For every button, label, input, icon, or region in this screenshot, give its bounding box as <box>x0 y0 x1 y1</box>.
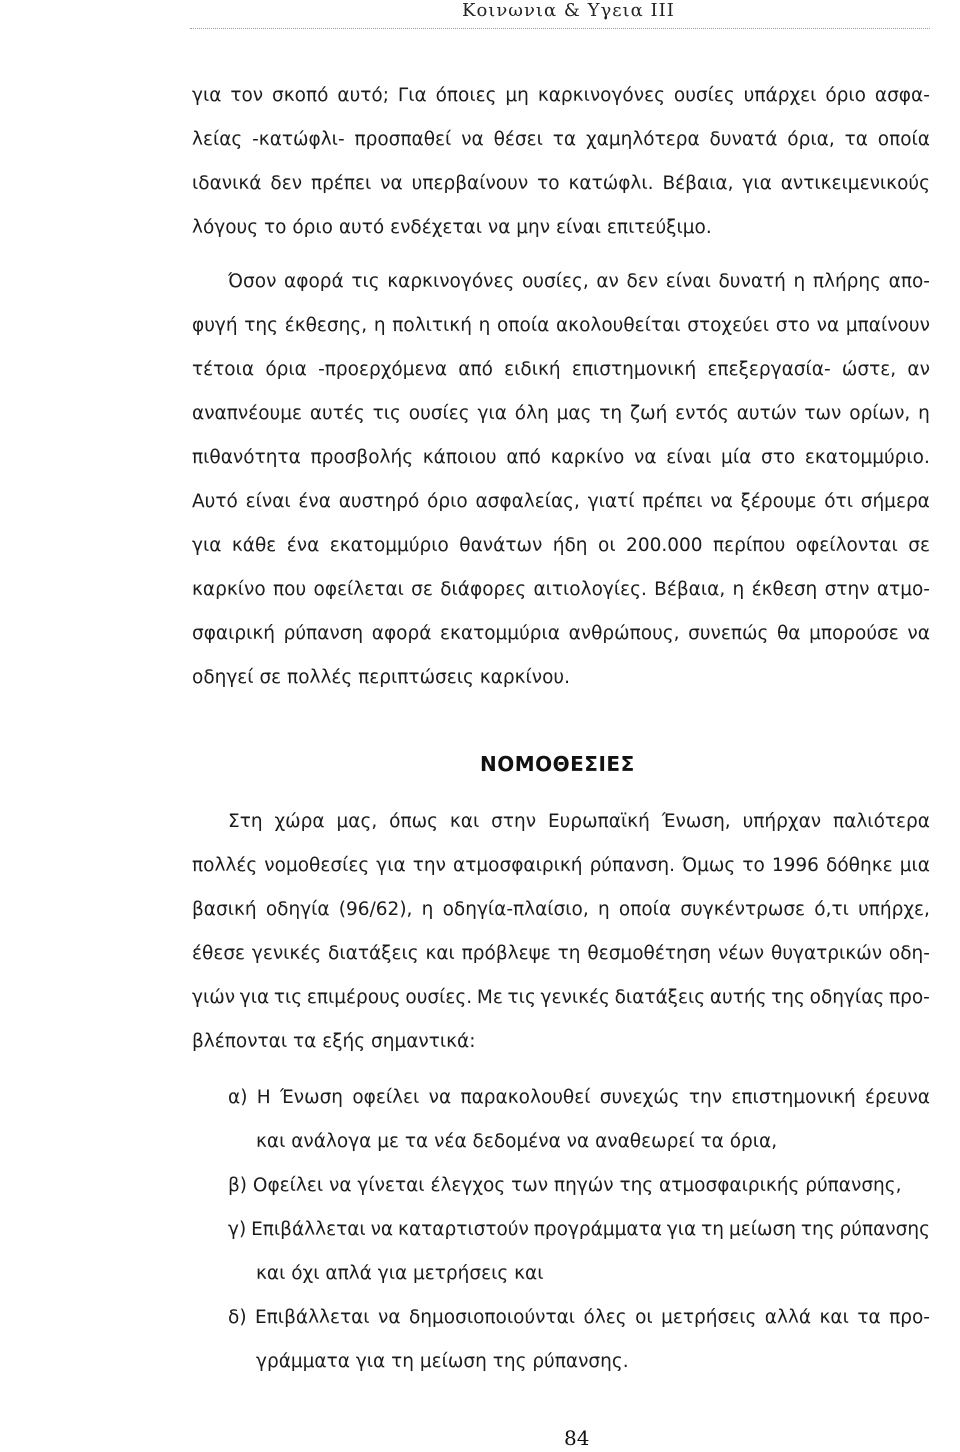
word: όριο <box>825 85 866 106</box>
word: α) <box>228 1087 248 1108</box>
word: μία <box>721 447 752 468</box>
word: απο- <box>888 271 930 292</box>
word: Στη <box>228 811 263 832</box>
word: να <box>428 1087 452 1108</box>
word: δεν <box>626 271 659 292</box>
word: Επιβάλλεται <box>254 1307 370 1328</box>
word: Όσον <box>228 271 277 292</box>
word: πολιτική <box>392 315 472 336</box>
word: τα <box>857 1307 881 1328</box>
word: η <box>918 403 930 424</box>
word: ξέρουμε <box>740 491 817 512</box>
word: Βέβαια, <box>662 173 734 194</box>
paragraph-2-line-5 <box>192 446 930 470</box>
word: πολλές <box>192 855 258 876</box>
paragraph-3-line-4 <box>192 942 930 966</box>
word: παλιότερα <box>833 811 930 832</box>
word: ένα <box>286 535 320 556</box>
word: μη <box>505 85 529 106</box>
word: ένα <box>298 491 331 512</box>
word: έρευνα <box>865 1087 930 1108</box>
paragraph-3-line-6: βλέπονται τα εξής σημαντικά: <box>192 1031 476 1052</box>
word: αν <box>596 271 619 292</box>
paragraph-1-line-3 <box>192 172 930 196</box>
word: 1996 <box>771 855 819 876</box>
paragraph-2-line-1 <box>228 270 930 294</box>
word: ιδανικά <box>192 173 262 194</box>
word: χώρα <box>274 811 325 832</box>
word: στο <box>760 447 796 468</box>
word: παρακολουθεί <box>460 1087 591 1108</box>
word: ανθρώπους, <box>568 623 680 644</box>
word: για <box>666 1219 697 1240</box>
paragraph-3-line-2 <box>192 854 930 878</box>
word: τις <box>507 987 536 1008</box>
word: οφείλεται <box>313 579 404 600</box>
word: συνεπώς <box>688 623 769 644</box>
word: τα <box>552 129 577 150</box>
word: υπήρχαν <box>742 811 822 832</box>
word: πλήρης <box>812 271 882 292</box>
word: ουσίες. <box>405 987 473 1008</box>
word: μια <box>899 855 930 876</box>
word: στοχεύει <box>687 315 770 336</box>
word: ασφαλείας, <box>475 491 580 512</box>
word: γενικές <box>540 987 610 1008</box>
word: όλες <box>583 1307 627 1328</box>
word: έκθεσης, <box>284 315 368 336</box>
word: να <box>461 129 484 150</box>
word: μετρήσεις <box>661 1307 757 1328</box>
word: γενικές <box>251 943 322 964</box>
word: αυστηρό <box>338 491 420 512</box>
section-heading: ΝΟΜΟΘΕΣΙΕΣ <box>480 752 635 776</box>
paragraph-2-line-2 <box>192 314 930 338</box>
word: συγκέντρωσε <box>680 899 806 920</box>
word: επεξεργασία- <box>707 359 831 380</box>
word: είναι <box>245 491 291 512</box>
paragraph-2-line-6 <box>192 490 930 514</box>
word: της <box>771 987 805 1008</box>
word: κάποιου <box>422 447 497 468</box>
word: το <box>742 855 765 876</box>
word: σε <box>908 535 930 556</box>
word: της <box>244 315 279 336</box>
word: όρια <box>265 359 307 380</box>
word: 200.000 <box>626 535 703 556</box>
word: η <box>732 579 745 600</box>
word: πρέπει <box>310 173 372 194</box>
word: να <box>370 1219 394 1240</box>
word: αφορά <box>371 623 432 644</box>
word: ουσίες <box>673 85 735 106</box>
word: έθεσε <box>192 943 246 964</box>
word: διάφορες <box>440 579 527 600</box>
word: σε <box>411 579 433 600</box>
word: την <box>412 855 446 876</box>
list-item-a-line-2: και ανάλογα με τα νέα δεδομένα να αναθεωρεί τα όρια, <box>256 1131 778 1152</box>
word: υπήρχε, <box>858 899 930 920</box>
word: Ευρωπαϊκή <box>547 811 650 832</box>
word: Βέβαια, <box>654 579 726 600</box>
word: ζωή <box>630 403 668 424</box>
paragraph-2-line-7 <box>192 534 930 558</box>
word: αιτιολογίες. <box>533 579 647 600</box>
word: μας, <box>336 811 378 832</box>
word: εκατομμύριο. <box>804 447 930 468</box>
word: οδη- <box>888 943 930 964</box>
word: γιατί <box>587 491 635 512</box>
paragraph-3-line-1 <box>228 810 930 834</box>
word: για <box>192 85 222 106</box>
word: η <box>793 271 806 292</box>
running-head: Κοινωνια & Υγεια ΙΙΙ <box>462 0 675 21</box>
word: όποιες <box>435 85 497 106</box>
word: σκοπό <box>272 85 329 106</box>
word: τη <box>557 943 581 964</box>
word: αφορά <box>284 271 344 292</box>
word: που <box>273 579 307 600</box>
word: να <box>380 173 403 194</box>
paragraph-1-line-2 <box>192 128 930 152</box>
word: θα <box>776 623 801 644</box>
list-item-d-line-1 <box>228 1306 930 1330</box>
word: η <box>373 315 386 336</box>
word: αυτές <box>309 403 365 424</box>
word: σφαιρική <box>192 623 276 644</box>
word: μπαίνουν <box>845 315 930 336</box>
word: ορίων, <box>849 403 911 424</box>
word: Αυτό <box>192 491 238 512</box>
word: ατμο- <box>876 579 930 600</box>
word: έκθεση <box>751 579 818 600</box>
paragraph-2-line-10: οδηγεί σε πολλές περιπτώσεις καρκίνου. <box>192 667 571 688</box>
word: όπως <box>389 811 438 832</box>
word: πρέπει <box>642 491 703 512</box>
word: για <box>192 535 222 556</box>
word: στο <box>775 315 810 336</box>
word: η <box>597 899 610 920</box>
word: οποία <box>497 315 550 336</box>
word: ουσίες <box>408 403 470 424</box>
word: -κατώφλι- <box>252 129 345 150</box>
page-number: 84 <box>564 1426 590 1450</box>
word: οποία <box>877 129 930 150</box>
word: αυτών <box>736 403 797 424</box>
word: ώστε, <box>841 359 897 380</box>
word: ρύπανση. <box>589 855 676 876</box>
word: επιστημονική <box>571 359 697 380</box>
word: διατάξεις <box>328 943 419 964</box>
word: ρύπανση <box>283 623 364 644</box>
list-item-b: β) Οφείλει να γίνεται έλεγχος των πηγών της ατμοσφαιρικής ρύπανσης, <box>228 1175 902 1196</box>
word: διατάξεις <box>614 987 706 1008</box>
word: Η <box>256 1087 271 1108</box>
paragraph-2-line-8 <box>192 578 930 602</box>
word: ακολουθείται <box>555 315 681 336</box>
word: είναι <box>665 271 711 292</box>
paragraph-3-line-5 <box>192 986 930 1010</box>
word: δ) <box>228 1307 247 1328</box>
word: οι <box>598 535 616 556</box>
word: αναπνέουμε <box>192 403 302 424</box>
word: της <box>800 1219 835 1240</box>
word: οφείλει <box>352 1087 420 1108</box>
paragraph-2-line-9 <box>192 622 930 646</box>
word: συνεχώς <box>599 1087 680 1108</box>
word: να <box>634 447 657 468</box>
word: ασφα- <box>874 85 930 106</box>
word: ρύπανσης <box>839 1219 930 1240</box>
word: ό,τι <box>814 899 849 920</box>
word: προσπαθεί <box>354 129 452 150</box>
word: -προερχόμενα <box>318 359 448 380</box>
word: είναι <box>666 447 712 468</box>
word: τέτοια <box>192 359 255 380</box>
word: γ) <box>228 1219 247 1240</box>
list-item-c-line-1 <box>228 1218 930 1242</box>
word: οδηγίας <box>809 987 885 1008</box>
word: τη <box>599 403 623 424</box>
word: χαμηλότερα <box>585 129 700 150</box>
word: το <box>537 173 560 194</box>
word: καρκίνο <box>192 579 266 600</box>
word: αυτής <box>709 987 767 1008</box>
word: για <box>239 987 270 1008</box>
word: προγράμματα <box>533 1219 662 1240</box>
word: αντικειμενικούς <box>780 173 930 194</box>
word: δυνατά <box>709 129 778 150</box>
paragraph-3-line-3 <box>192 898 930 922</box>
word: οφείλονται <box>795 535 898 556</box>
word: τις <box>273 987 303 1008</box>
word: δυνατή <box>718 271 786 292</box>
word: καταρτιστούν <box>398 1219 529 1240</box>
word: προσβολής <box>310 447 414 468</box>
word: ότι <box>824 491 853 512</box>
word: υπερβαίνουν <box>411 173 529 194</box>
paragraph-1-line-1 <box>192 84 930 108</box>
word: επιστημονική <box>731 1087 856 1108</box>
word: τις <box>372 403 401 424</box>
word: οδηγία <box>265 899 330 920</box>
word: νέων <box>717 943 765 964</box>
word: κάθε <box>231 535 277 556</box>
word: μείωση <box>728 1219 796 1240</box>
word: δημοσιοποιούνται <box>408 1307 576 1328</box>
word: Ένωση, <box>661 811 731 832</box>
word: (96/62), <box>338 899 413 920</box>
word: Με <box>476 987 503 1008</box>
word: και <box>819 1307 849 1328</box>
word: νομοθεσίες <box>264 855 370 876</box>
word: επιμέρους <box>306 987 401 1008</box>
word: αν <box>907 359 930 380</box>
word: λείας <box>192 129 243 150</box>
word: περίπου <box>713 535 786 556</box>
word: εντός <box>675 403 729 424</box>
word: να <box>907 623 930 644</box>
word: προ- <box>889 1307 930 1328</box>
word: και <box>449 811 480 832</box>
word: πιθανότητα <box>192 447 301 468</box>
word: δόθηκε <box>826 855 893 876</box>
list-item-d-line-2: γράμματα για τη μείωση της ρύπανσης. <box>256 1351 629 1372</box>
paragraph-2-line-4 <box>192 402 930 426</box>
word: γιών <box>192 987 236 1008</box>
word: να <box>816 315 840 336</box>
word: κατώφλι. <box>568 173 654 194</box>
word: φυγή <box>192 315 238 336</box>
word: θεσμοθέτηση <box>587 943 712 964</box>
word: θέσει <box>493 129 543 150</box>
word: Επιβάλλεται <box>251 1219 366 1240</box>
word: και <box>425 943 455 964</box>
word: ουσίες, <box>521 271 589 292</box>
word: η <box>478 315 491 336</box>
paragraph-2-line-3 <box>192 358 930 382</box>
word: αλλά <box>764 1307 812 1328</box>
word: ατμοσφαιρική <box>453 855 583 876</box>
list-item-a-line-1 <box>228 1086 930 1110</box>
word: οι <box>635 1307 653 1328</box>
word: Ένωση <box>279 1087 344 1108</box>
word: θυγατρικών <box>771 943 883 964</box>
word: καρκίνο <box>550 447 625 468</box>
word: στην <box>491 811 537 832</box>
header-divider <box>190 28 930 29</box>
word: όρια, <box>787 129 835 150</box>
word: ήδη <box>552 535 588 556</box>
word: των <box>804 403 842 424</box>
word: η <box>421 899 434 920</box>
word: δεν <box>270 173 303 194</box>
word: ειδική <box>504 359 561 380</box>
word: βασική <box>192 899 257 920</box>
word: από <box>506 447 541 468</box>
word: τον <box>230 85 264 106</box>
paragraph-1-line-4: λόγους το όριο αυτό ενδέχεται να μην είναι επιτεύξιμο. <box>192 217 712 238</box>
word: στην <box>824 579 870 600</box>
word: να <box>710 491 733 512</box>
word: Για <box>397 85 427 106</box>
word: οδηγία-πλαίσιο, <box>442 899 589 920</box>
word: πρόβλεψε <box>461 943 551 964</box>
word: εκατομμύριο <box>329 535 449 556</box>
word: την <box>688 1087 723 1108</box>
word: τα <box>844 129 868 150</box>
word: τις <box>351 271 380 292</box>
word: Όμως <box>682 855 736 876</box>
word: αυτό; <box>337 85 389 106</box>
word: μας <box>556 403 592 424</box>
word: τη <box>701 1219 725 1240</box>
word: όριο <box>427 491 468 512</box>
word: θανάτων <box>459 535 543 556</box>
word: για <box>477 403 507 424</box>
word: καρκινογόνες <box>537 85 665 106</box>
word: από <box>458 359 493 380</box>
word: προ- <box>888 987 930 1008</box>
word: για <box>742 173 772 194</box>
word: σήμερα <box>860 491 930 512</box>
word: εκατομμύρια <box>439 623 560 644</box>
word: για <box>376 855 406 876</box>
word: να <box>378 1307 401 1328</box>
word: οποία <box>618 899 672 920</box>
word: υπάρχει <box>743 85 817 106</box>
word: μπορούσε <box>809 623 899 644</box>
list-item-c-line-2: και όχι απλά για μετρήσεις και <box>256 1263 544 1284</box>
word: καρκινογόνες <box>387 271 515 292</box>
word: όλη <box>514 403 549 424</box>
